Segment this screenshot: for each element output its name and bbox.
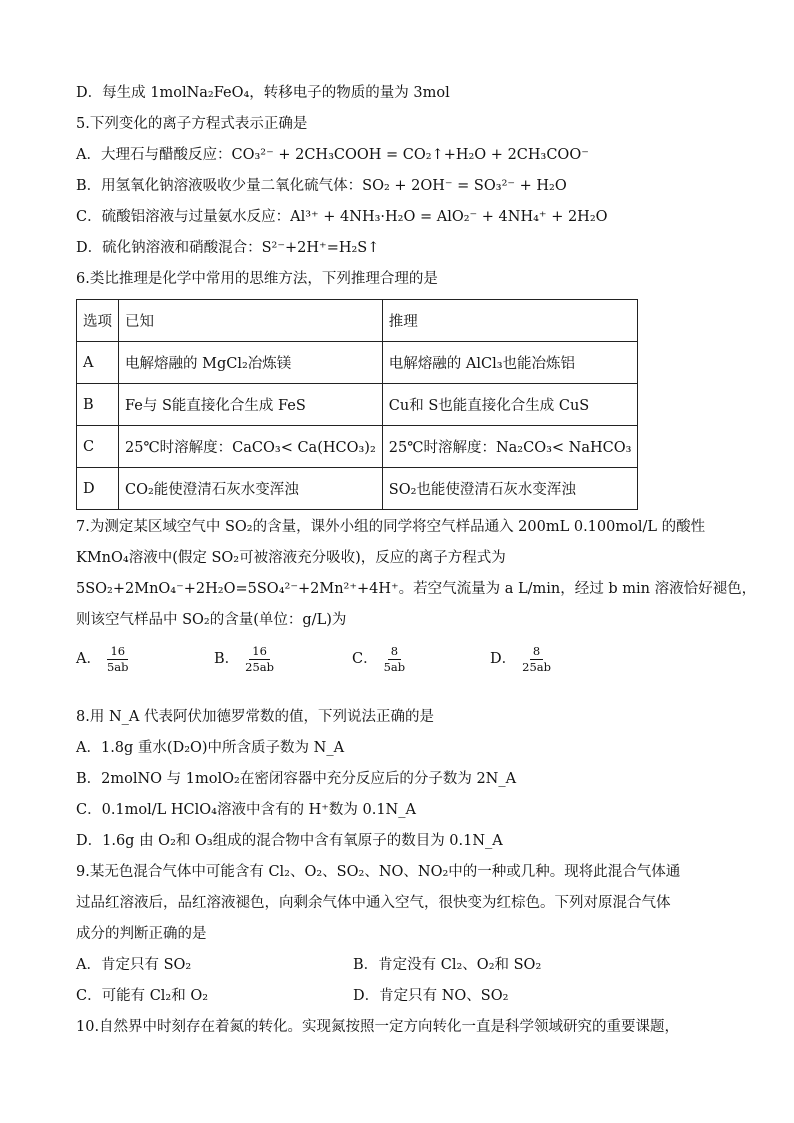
q7-line-1: 7.为测定某区域空气中 SO₂的含量，课外小组的同学将空气样品通入 200mL 0.100mol/L 的酸性 (76, 519, 706, 535)
q7-line-4: 则该空气样品中 SO₂的含量(单位：g/L)为 (76, 612, 347, 628)
q6-table (76, 299, 638, 510)
q8-option-b: B．2molNO 与 1molO₂在密闭容器中充分反应后的分子数为 2N_A (76, 771, 517, 787)
q5-option-b: B．用氢氧化钠溶液吸收少量二氧化硫气体：SO₂ + 2OH⁻ = SO₃²⁻ + H₂O (76, 178, 567, 194)
table-cell: B (77, 384, 119, 426)
table-cell: Fe与 S能直接化合生成 FeS (119, 384, 383, 426)
q9-option-b: B．肯定没有 Cl₂、O₂和 SO₂ (353, 957, 542, 973)
q9-option-c: C．可能有 Cl₂和 O₂ (76, 988, 209, 1004)
table-cell: C (77, 426, 119, 468)
fraction (107, 644, 129, 675)
table-row (77, 468, 638, 510)
q6-stem: 6.类比推理是化学中常用的思维方法，下列推理合理的是 (76, 271, 438, 287)
option-label: D． (490, 650, 517, 667)
q5-option-d: D．硫化钠溶液和硝酸混合：S²⁻+2H⁺=H₂S↑ (76, 240, 380, 256)
table-row (77, 384, 638, 426)
table-cell: 电解熔融的 AlCl₃也能冶炼铝 (382, 342, 638, 384)
table-cell: 25℃时溶解度：CaCO₃< Ca(HCO₃)₂ (119, 426, 383, 468)
fraction-numerator: 8 (388, 644, 401, 660)
q9-option-d: D．肯定只有 NO、SO₂ (353, 988, 509, 1004)
table-row (77, 342, 638, 384)
fraction-denominator: 25ab (245, 659, 275, 674)
fraction-numerator: 16 (249, 644, 270, 660)
q4-option-d: D．每生成 1molNa₂FeO₄，转移电子的物质的量为 3mol (76, 85, 450, 101)
q9-line-1: 9.某无色混合气体中可能含有 Cl₂、O₂、SO₂、NO、NO₂中的一种或几种。现将此混合气体通 (76, 864, 681, 880)
q10-line-1: 10.自然界中时刻存在着氮的转化。实现氮按照一定方向转化一直是科学领域研究的重要课题， (76, 1019, 680, 1035)
table-cell: Cu和 S也能直接化合生成 CuS (382, 384, 638, 426)
table-cell: D (77, 468, 119, 510)
q7-option-b (214, 644, 352, 675)
q8-option-a: A．1.8g 重水(D₂O)中所含质子数为 N_A (76, 740, 345, 756)
q7-options (76, 636, 726, 682)
fraction-denominator: 5ab (383, 659, 406, 674)
fraction-numerator: 16 (107, 644, 128, 660)
table-header-cell: 选项 (77, 300, 119, 342)
q7-line-2: KMnO₄溶液中(假定 SO₂可被溶液充分吸收)，反应的离子方程式为 (76, 550, 506, 566)
q7-option-a (76, 644, 214, 675)
q8-stem: 8.用 N_A 代表阿伏加德罗常数的值，下列说法正确的是 (76, 709, 434, 725)
fraction (522, 644, 551, 675)
table-cell: A (77, 342, 119, 384)
q7-line-3: 5SO₂+2MnO₄⁻+2H₂O=5SO₄²⁻+2Mn²⁺+4H⁺。若空气流量为 a L/min，经过 b min 溶液恰好褪色， (76, 581, 757, 597)
q9-options-row-2 (76, 981, 726, 1012)
q8-option-c: C．0.1mol/L HClO₄溶液中含有的 H⁺数为 0.1N_A (76, 802, 416, 818)
table-cell: 电解熔融的 MgCl₂冶炼镁 (119, 342, 383, 384)
fraction (384, 644, 406, 675)
q9-options-row-1 (76, 950, 726, 981)
table-header-cell: 已知 (119, 300, 383, 342)
fraction-numerator: 8 (530, 644, 543, 660)
table-cell: SO₂也能使澄清石灰水变浑浊 (382, 468, 638, 510)
table-header-row (77, 300, 638, 342)
table-header-cell: 推理 (382, 300, 638, 342)
q7-option-c (352, 644, 490, 675)
fraction-denominator: 25ab (522, 659, 551, 674)
table-cell: 25℃时溶解度：Na₂CO₃< NaHCO₃ (382, 426, 638, 468)
fraction-denominator: 5ab (106, 659, 129, 674)
q5-option-c: C．硫酸铝溶液与过量氨水反应：Al³⁺ + 4NH₃·H₂O = AlO₂⁻ + 4NH₄⁺ + 2H₂O (76, 209, 608, 225)
q5-option-a: A．大理石与醋酸反应：CO₃²⁻ + 2CH₃COOH = CO₂↑+H₂O + 2CH₃COO⁻ (76, 147, 589, 163)
q8-option-d: D．1.6g 由 O₂和 O₃组成的混合物中含有氧原子的数目为 0.1N_A (76, 833, 503, 849)
exam-page (76, 78, 757, 1043)
option-label: B． (214, 650, 240, 667)
option-label: A． (76, 650, 101, 667)
fraction (245, 644, 274, 675)
q9-line-2: 过品红溶液后，品红溶液褪色，向剩余气体中通入空气，很快变为红棕色。下列对原混合气体 (76, 895, 671, 911)
q9-line-3: 成分的判断正确的是 (76, 926, 207, 942)
option-label: C． (352, 650, 378, 667)
q9-option-a: A．肯定只有 SO₂ (76, 957, 192, 973)
table-row (77, 426, 638, 468)
table-cell: CO₂能使澄清石灰水变浑浊 (119, 468, 383, 510)
q5-stem: 5.下列变化的离子方程式表示正确是 (76, 116, 308, 132)
q7-option-d (490, 644, 628, 675)
